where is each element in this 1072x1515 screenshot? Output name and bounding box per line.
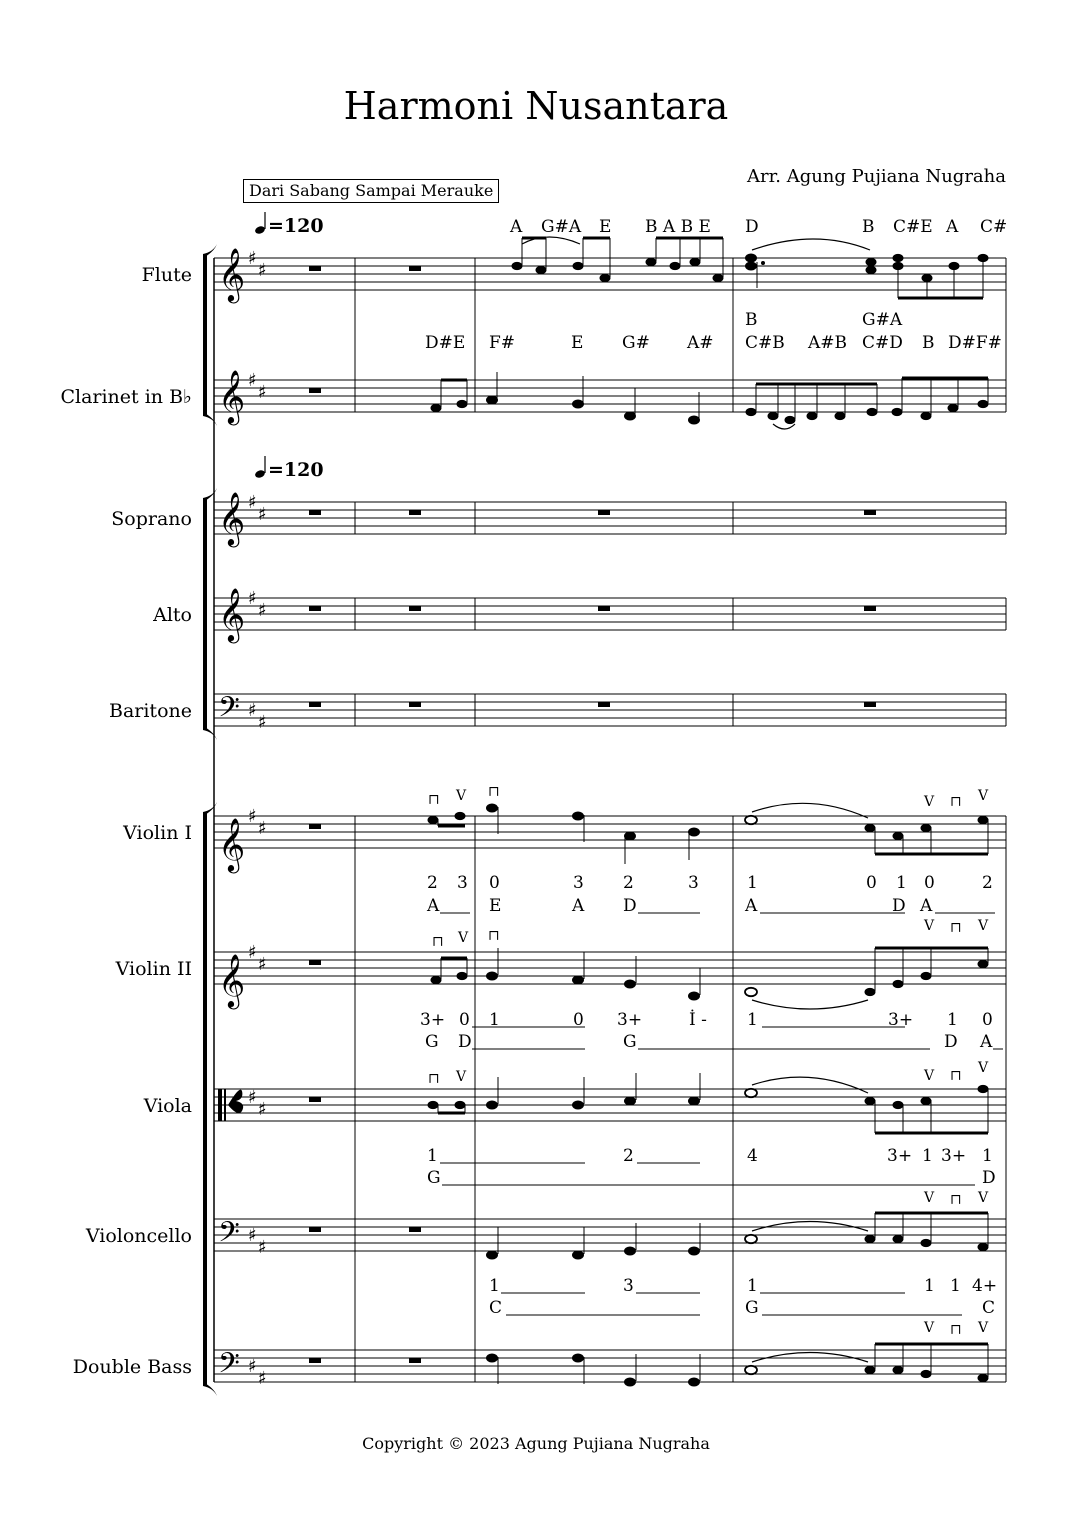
- instrument-label-soprano: Soprano: [111, 508, 192, 530]
- violin1-notes: [428, 803, 988, 864]
- clefs: [218, 247, 245, 1009]
- svg-text:⊓: ⊓: [428, 1071, 440, 1087]
- svg-text:♯: ♯: [248, 1225, 257, 1246]
- fingering-number: 0: [459, 1010, 470, 1030]
- treble-clef-icon: 𝄞: [218, 953, 246, 1007]
- fingering-number: 2: [623, 873, 634, 893]
- annotation-label: A: [946, 217, 959, 237]
- svg-text:♯: ♯: [258, 260, 267, 281]
- treble-clef-icon: 𝄞: [218, 817, 246, 871]
- string-label: A: [427, 896, 440, 916]
- instrument-label-flute: Flute: [141, 264, 192, 286]
- svg-text:♯: ♯: [248, 700, 257, 721]
- staff-baritone: [214, 694, 1006, 726]
- annotation-label: A: [510, 217, 523, 237]
- fingering-number: 1: [924, 1276, 935, 1296]
- fingering-number: 3: [457, 873, 468, 893]
- string-label: A: [980, 1032, 993, 1052]
- fingering-number: 2: [982, 873, 993, 893]
- fingering-number: 1: [747, 1010, 758, 1030]
- fingering-number: 4+: [972, 1276, 998, 1296]
- string-label: E: [489, 896, 502, 916]
- flute-annotations-above: [509, 217, 1007, 237]
- svg-text:V: V: [924, 1320, 935, 1336]
- svg-text:♯: ♯: [248, 942, 257, 963]
- annotation-label: B: [922, 333, 935, 353]
- svg-text:♯: ♯: [248, 1356, 257, 1377]
- svg-text:♯: ♯: [258, 600, 267, 621]
- svg-text:♯: ♯: [248, 248, 257, 269]
- fingering-number: 3: [573, 873, 584, 893]
- instrument-label-viola: Viola: [143, 1095, 192, 1117]
- annotation-label: G#A: [862, 310, 903, 330]
- svg-text:V: V: [924, 1190, 935, 1206]
- key-signatures: [248, 248, 267, 1389]
- svg-text:V: V: [978, 1060, 989, 1076]
- string-label: D: [982, 1168, 996, 1188]
- bowing-marks: [428, 784, 989, 1338]
- annotation-label: D: [745, 217, 759, 237]
- fingering-number: 1: [947, 1010, 958, 1030]
- annotation-label: C#: [980, 217, 1008, 237]
- fingering-number: 1: [982, 1146, 993, 1166]
- svg-text:♯: ♯: [258, 382, 267, 403]
- string-label: D: [944, 1032, 958, 1052]
- svg-text:V: V: [456, 1069, 467, 1085]
- string-label: A: [920, 896, 933, 916]
- fingering-number: 1: [747, 1276, 758, 1296]
- fingering-number: 3+: [617, 1010, 643, 1030]
- svg-text:⊓: ⊓: [950, 1192, 962, 1208]
- tempo-text: =120: [268, 215, 324, 237]
- string-label: D: [458, 1032, 472, 1052]
- annotation-label: C#E: [893, 217, 933, 237]
- instrument-label-violin2: Violin II: [115, 958, 192, 980]
- svg-text:⊓: ⊓: [950, 1322, 962, 1338]
- fingering-number: 2: [427, 873, 438, 893]
- annotation-label: G#A: [541, 217, 582, 237]
- string-label: A: [745, 896, 758, 916]
- annotation-label: C#B: [745, 333, 785, 353]
- cello-notes: [487, 1213, 989, 1259]
- staff-violin1: [214, 816, 1006, 848]
- svg-text:⊓: ⊓: [950, 794, 962, 810]
- treble-clef-icon: 𝄞: [218, 247, 246, 301]
- svg-text:V: V: [924, 794, 935, 810]
- string-label: D: [892, 896, 906, 916]
- annotation-label: E: [599, 217, 612, 237]
- svg-text:♯: ♯: [248, 370, 257, 391]
- fingering-number: 3+: [941, 1146, 967, 1166]
- staff-soprano: [214, 502, 1006, 534]
- rehearsal-mark: Dari Sabang Sampai Merauke: [243, 179, 499, 203]
- alto-clef: [218, 1089, 243, 1121]
- instrument-label-baritone: Baritone: [108, 700, 192, 722]
- instrument-label-alto: Alto: [153, 604, 192, 626]
- annotation-label: B: [862, 217, 875, 237]
- staff-alto: [214, 598, 1006, 630]
- bass-clefs: [218, 691, 240, 1387]
- svg-text:♯: ♯: [258, 504, 267, 525]
- bass-clef-icon: 𝄢: [218, 1347, 240, 1387]
- svg-text:V: V: [978, 1320, 989, 1336]
- svg-text:♯: ♯: [248, 1087, 257, 1108]
- svg-text:V: V: [456, 788, 467, 804]
- fingering-number: 3: [688, 873, 699, 893]
- svg-text:♯: ♯: [258, 954, 267, 975]
- violin2-notes: [431, 948, 988, 1009]
- clarinet-notes: [431, 372, 988, 429]
- annotation-label: G#: [622, 333, 650, 353]
- fingering-number: 3+: [887, 1146, 913, 1166]
- bass-clef-icon: 𝄢: [218, 1216, 240, 1256]
- annotation-label: E: [571, 333, 584, 353]
- tempo-mark-1: [254, 212, 323, 237]
- tempo-mark-2: [254, 456, 323, 481]
- staff-viola: [214, 1089, 1006, 1121]
- svg-text:♯: ♯: [258, 1237, 267, 1258]
- fingering-number: İ -: [689, 1010, 707, 1030]
- svg-text:V: V: [924, 918, 935, 934]
- staff-violin2: [214, 952, 1006, 984]
- extender-lines: [440, 913, 1003, 1315]
- svg-text:♯: ♯: [248, 806, 257, 827]
- fingering-number: 3+: [420, 1010, 446, 1030]
- fingering-number: 2: [623, 1146, 634, 1166]
- svg-text:♯: ♯: [258, 1368, 267, 1389]
- svg-text:V: V: [978, 918, 989, 934]
- svg-text:♯: ♯: [258, 1099, 267, 1120]
- fingering-number: 1: [747, 873, 758, 893]
- svg-text:⊓: ⊓: [488, 928, 500, 944]
- tempo-text: =120: [268, 459, 324, 481]
- svg-text:V: V: [978, 1190, 989, 1206]
- treble-clef-icon: 𝄞: [218, 369, 246, 423]
- annotation-label: A#B: [808, 333, 848, 353]
- violin1-fingering: [427, 873, 993, 893]
- string-label: D: [623, 896, 637, 916]
- string-label: G: [745, 1298, 759, 1318]
- svg-text:V: V: [924, 1068, 935, 1084]
- group-brackets: [203, 244, 217, 1396]
- arranger-credit: Arr. Agung Pujiana Nugraha: [747, 166, 1006, 187]
- annotation-label: B: [745, 310, 758, 330]
- svg-text:⊓: ⊓: [432, 934, 444, 950]
- fingering-number: 1: [427, 1146, 438, 1166]
- annotation-label: F#: [489, 333, 516, 353]
- treble-clef-icon: 𝄞: [218, 491, 246, 545]
- fingering-number: 0: [982, 1010, 993, 1030]
- instrument-label-bass: Double Bass: [72, 1356, 192, 1378]
- fingering-number: 1: [896, 873, 907, 893]
- fingering-number: 0: [924, 873, 935, 893]
- annotation-label: B A B E: [645, 217, 711, 237]
- clarinet-annotations: [425, 333, 1002, 353]
- fingering-number: 0: [866, 873, 877, 893]
- fingering-number: 0: [489, 873, 500, 893]
- annotation-label: D#E: [425, 333, 466, 353]
- instrument-label-cello: Violoncello: [85, 1225, 192, 1247]
- flute-notes: [512, 237, 988, 298]
- svg-text:♯: ♯: [248, 492, 257, 513]
- page-title: Harmoni Nusantara: [343, 84, 729, 128]
- string-label: A: [572, 896, 585, 916]
- flute-annotations-below: [745, 310, 903, 330]
- instrument-label-violin1: Violin I: [123, 822, 192, 844]
- staff-clarinet: [214, 380, 1006, 412]
- staff-cello: [214, 1219, 1006, 1251]
- instrument-label-clarinet: Clarinet in B♭: [60, 386, 192, 408]
- fingering-number: 3: [623, 1276, 634, 1296]
- svg-text:⊓: ⊓: [488, 784, 500, 800]
- svg-text:⊓: ⊓: [950, 1068, 962, 1084]
- svg-text:♯: ♯: [248, 588, 257, 609]
- annotation-label: C#D: [862, 333, 903, 353]
- fingering-number: 1: [489, 1276, 500, 1296]
- fingering-number: 3+: [888, 1010, 914, 1030]
- svg-text:♯: ♯: [258, 818, 267, 839]
- viola-notes: [428, 1073, 988, 1133]
- annotation-label: A#: [687, 333, 714, 353]
- treble-clef-icon: 𝄞: [218, 587, 246, 641]
- fingering-number: 0: [573, 1010, 584, 1030]
- string-label: C: [489, 1298, 503, 1318]
- svg-text:V: V: [978, 788, 989, 804]
- bass-clef-icon: 𝄢: [218, 691, 240, 731]
- staff-bass: [214, 1350, 1006, 1382]
- fingering-number: 1: [489, 1010, 500, 1030]
- fingering-number: 4: [747, 1146, 758, 1166]
- svg-text:V: V: [458, 930, 469, 946]
- copyright-notice: Copyright © 2023 Agung Pujiana Nugraha: [362, 1434, 710, 1453]
- annotation-label: D#F#: [948, 333, 1002, 353]
- fingering-number: 1: [950, 1276, 961, 1296]
- string-label: G: [623, 1032, 637, 1052]
- string-label: G: [425, 1032, 439, 1052]
- string-label: G: [427, 1168, 441, 1188]
- fingering-number: 1: [922, 1146, 933, 1166]
- measure-rests: [309, 266, 876, 1363]
- svg-text:♯: ♯: [258, 712, 267, 733]
- string-label: C: [982, 1298, 996, 1318]
- svg-text:⊓: ⊓: [428, 792, 440, 808]
- svg-text:⊓: ⊓: [950, 920, 962, 936]
